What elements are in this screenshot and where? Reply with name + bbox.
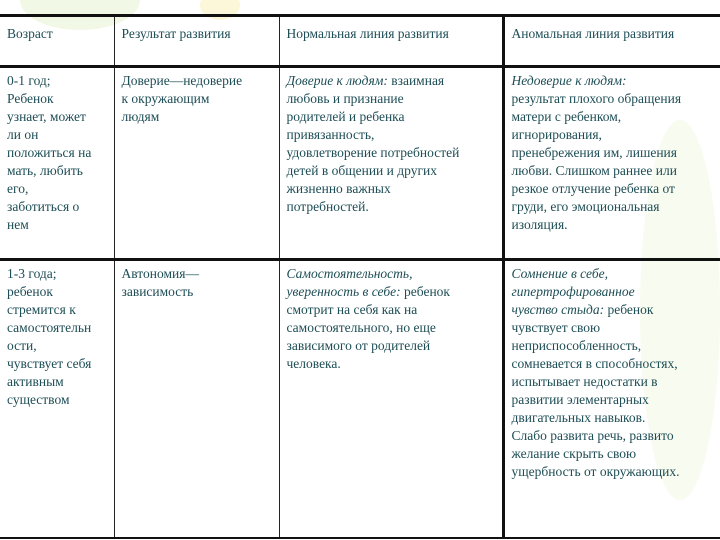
- header-age: Возраст: [0, 16, 114, 67]
- normal-term: Доверие к людям:: [286, 73, 388, 88]
- abnormal-term: Недоверие к людям:: [511, 73, 627, 88]
- cell-result: Автономия— зависимость: [114, 260, 279, 539]
- normal-term: Самостоятельность, уверенность в себе:: [286, 266, 413, 299]
- abnormal-term: Сомнение в себе, гипертрофированное чувство стыда:: [511, 266, 635, 317]
- cell-age: 1-3 года; ребенок стремится к самостоятельн ости, чувствует себя активным существом: [0, 260, 114, 539]
- cell-result: Доверие—недоверие к окружающим людям: [114, 67, 279, 260]
- header-abnormal: Аномальная линия развития: [503, 16, 720, 67]
- table-header-row: [0, 16, 720, 67]
- cell-normal: [279, 67, 503, 260]
- cell-abnormal: [503, 67, 720, 260]
- header-result: Результат развития: [114, 16, 279, 67]
- table-row: [0, 67, 720, 260]
- header-normal: Нормальная линия развития: [279, 16, 503, 67]
- abnormal-description: ребенок чувствует свою неприспособленность, сомневается в способностях, испытывает недостатки в развитии элементарных двигательных навыков. Слабо развита речь, развито желание скрыть свою ущербность от окружающих.: [511, 302, 680, 479]
- normal-description: ребенок смотрит на себя как на самостоятельного, но еще зависимого от родителей человека.: [286, 284, 450, 371]
- normal-description: взаимная любовь и признание родителей и ребенка привязанность, удовлетворение потребностей детей в общении и других жизненно важных потребностей.: [286, 73, 460, 214]
- cell-normal: [279, 260, 503, 539]
- abnormal-description: результат плохого обращения матери с ребенком, игнорирования, пренебрежения им, лишения любви. Слишком раннее или резкое отлучение ребенка от груди, его эмоциональная изоляция.: [511, 91, 682, 232]
- cell-abnormal: [503, 260, 720, 539]
- development-table: [0, 14, 720, 539]
- cell-age: 0-1 год; Ребенок узнает, может ли он положиться на мать, любить его, заботиться о нем: [0, 67, 114, 260]
- table-row: [0, 260, 720, 539]
